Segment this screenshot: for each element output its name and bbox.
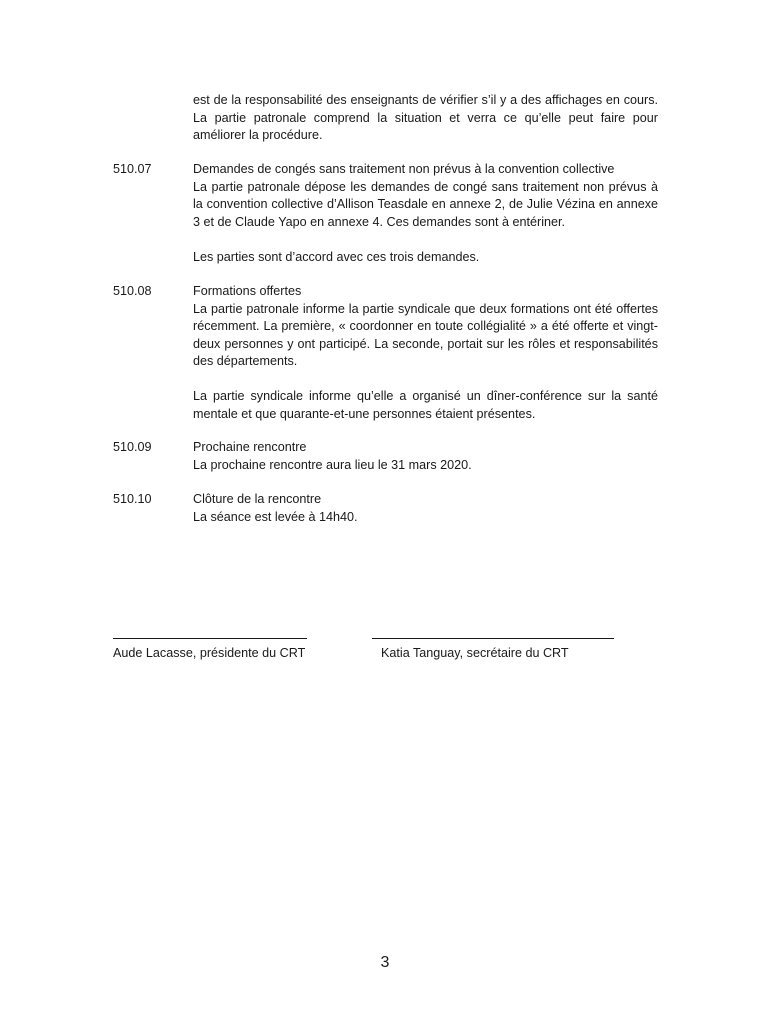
continuation-paragraph: est de la responsabilité des enseignants de vérifier s’il y a des affichages en cours. La partie patronale comprend la situation et verra ce qu’elle peut faire pour améliorer la procédure. <box>193 93 658 142</box>
signature-line-president <box>113 626 307 639</box>
section-body <box>193 283 658 423</box>
section-title: Clôture de la rencontre <box>193 492 322 506</box>
page-number: 3 <box>380 954 390 971</box>
section-body <box>193 161 658 266</box>
section-title: Prochaine rencontre <box>193 440 307 454</box>
section-title: Demandes de congés sans traitement non prévus à la convention collective <box>193 162 615 176</box>
section-paragraph: La prochaine rencontre aura lieu le 31 mars 2020. <box>193 457 472 472</box>
section-paragraph: La partie syndicale informe qu’elle a organisé un dîner-conférence sur la santé mentale et que quarante-et-une personnes étaient présentes. <box>193 389 658 421</box>
section-title: Formations offertes <box>193 284 302 298</box>
section-paragraph: La partie patronale dépose les demandes de congé sans traitement non prévus à la convention collective d’Allison Teasdale en annexe 2, de Julie Vézina en annexe 3 et de Claude Yapo en annexe 4. Ces demandes sont à entériner. <box>193 179 658 229</box>
section-number: 510.07 <box>113 162 152 176</box>
section-body <box>193 439 658 474</box>
section-number: 510.10 <box>113 492 152 506</box>
signature-name-president: Aude Lacasse, présidente du CRT <box>113 646 306 660</box>
signature-name-secretary: Katia Tanguay, secrétaire du CRT <box>381 646 569 660</box>
section-body <box>193 491 658 526</box>
section-paragraph: La partie patronale informe la partie syndicale que deux formations ont été offertes récemment. La première, « coordonner en toute collégialité » a été offerte et vingt-deux personnes y ont participé. La seconde, portait sur les rôles et responsabilités des départements. <box>193 301 658 368</box>
signature-line-secretary <box>372 626 614 639</box>
section-paragraph: Les parties sont d’accord avec ces trois demandes. <box>193 249 480 264</box>
section-number: 510.09 <box>113 440 152 454</box>
section-paragraph: La séance est levée à 14h40. <box>193 509 358 524</box>
section-number: 510.08 <box>113 284 152 298</box>
